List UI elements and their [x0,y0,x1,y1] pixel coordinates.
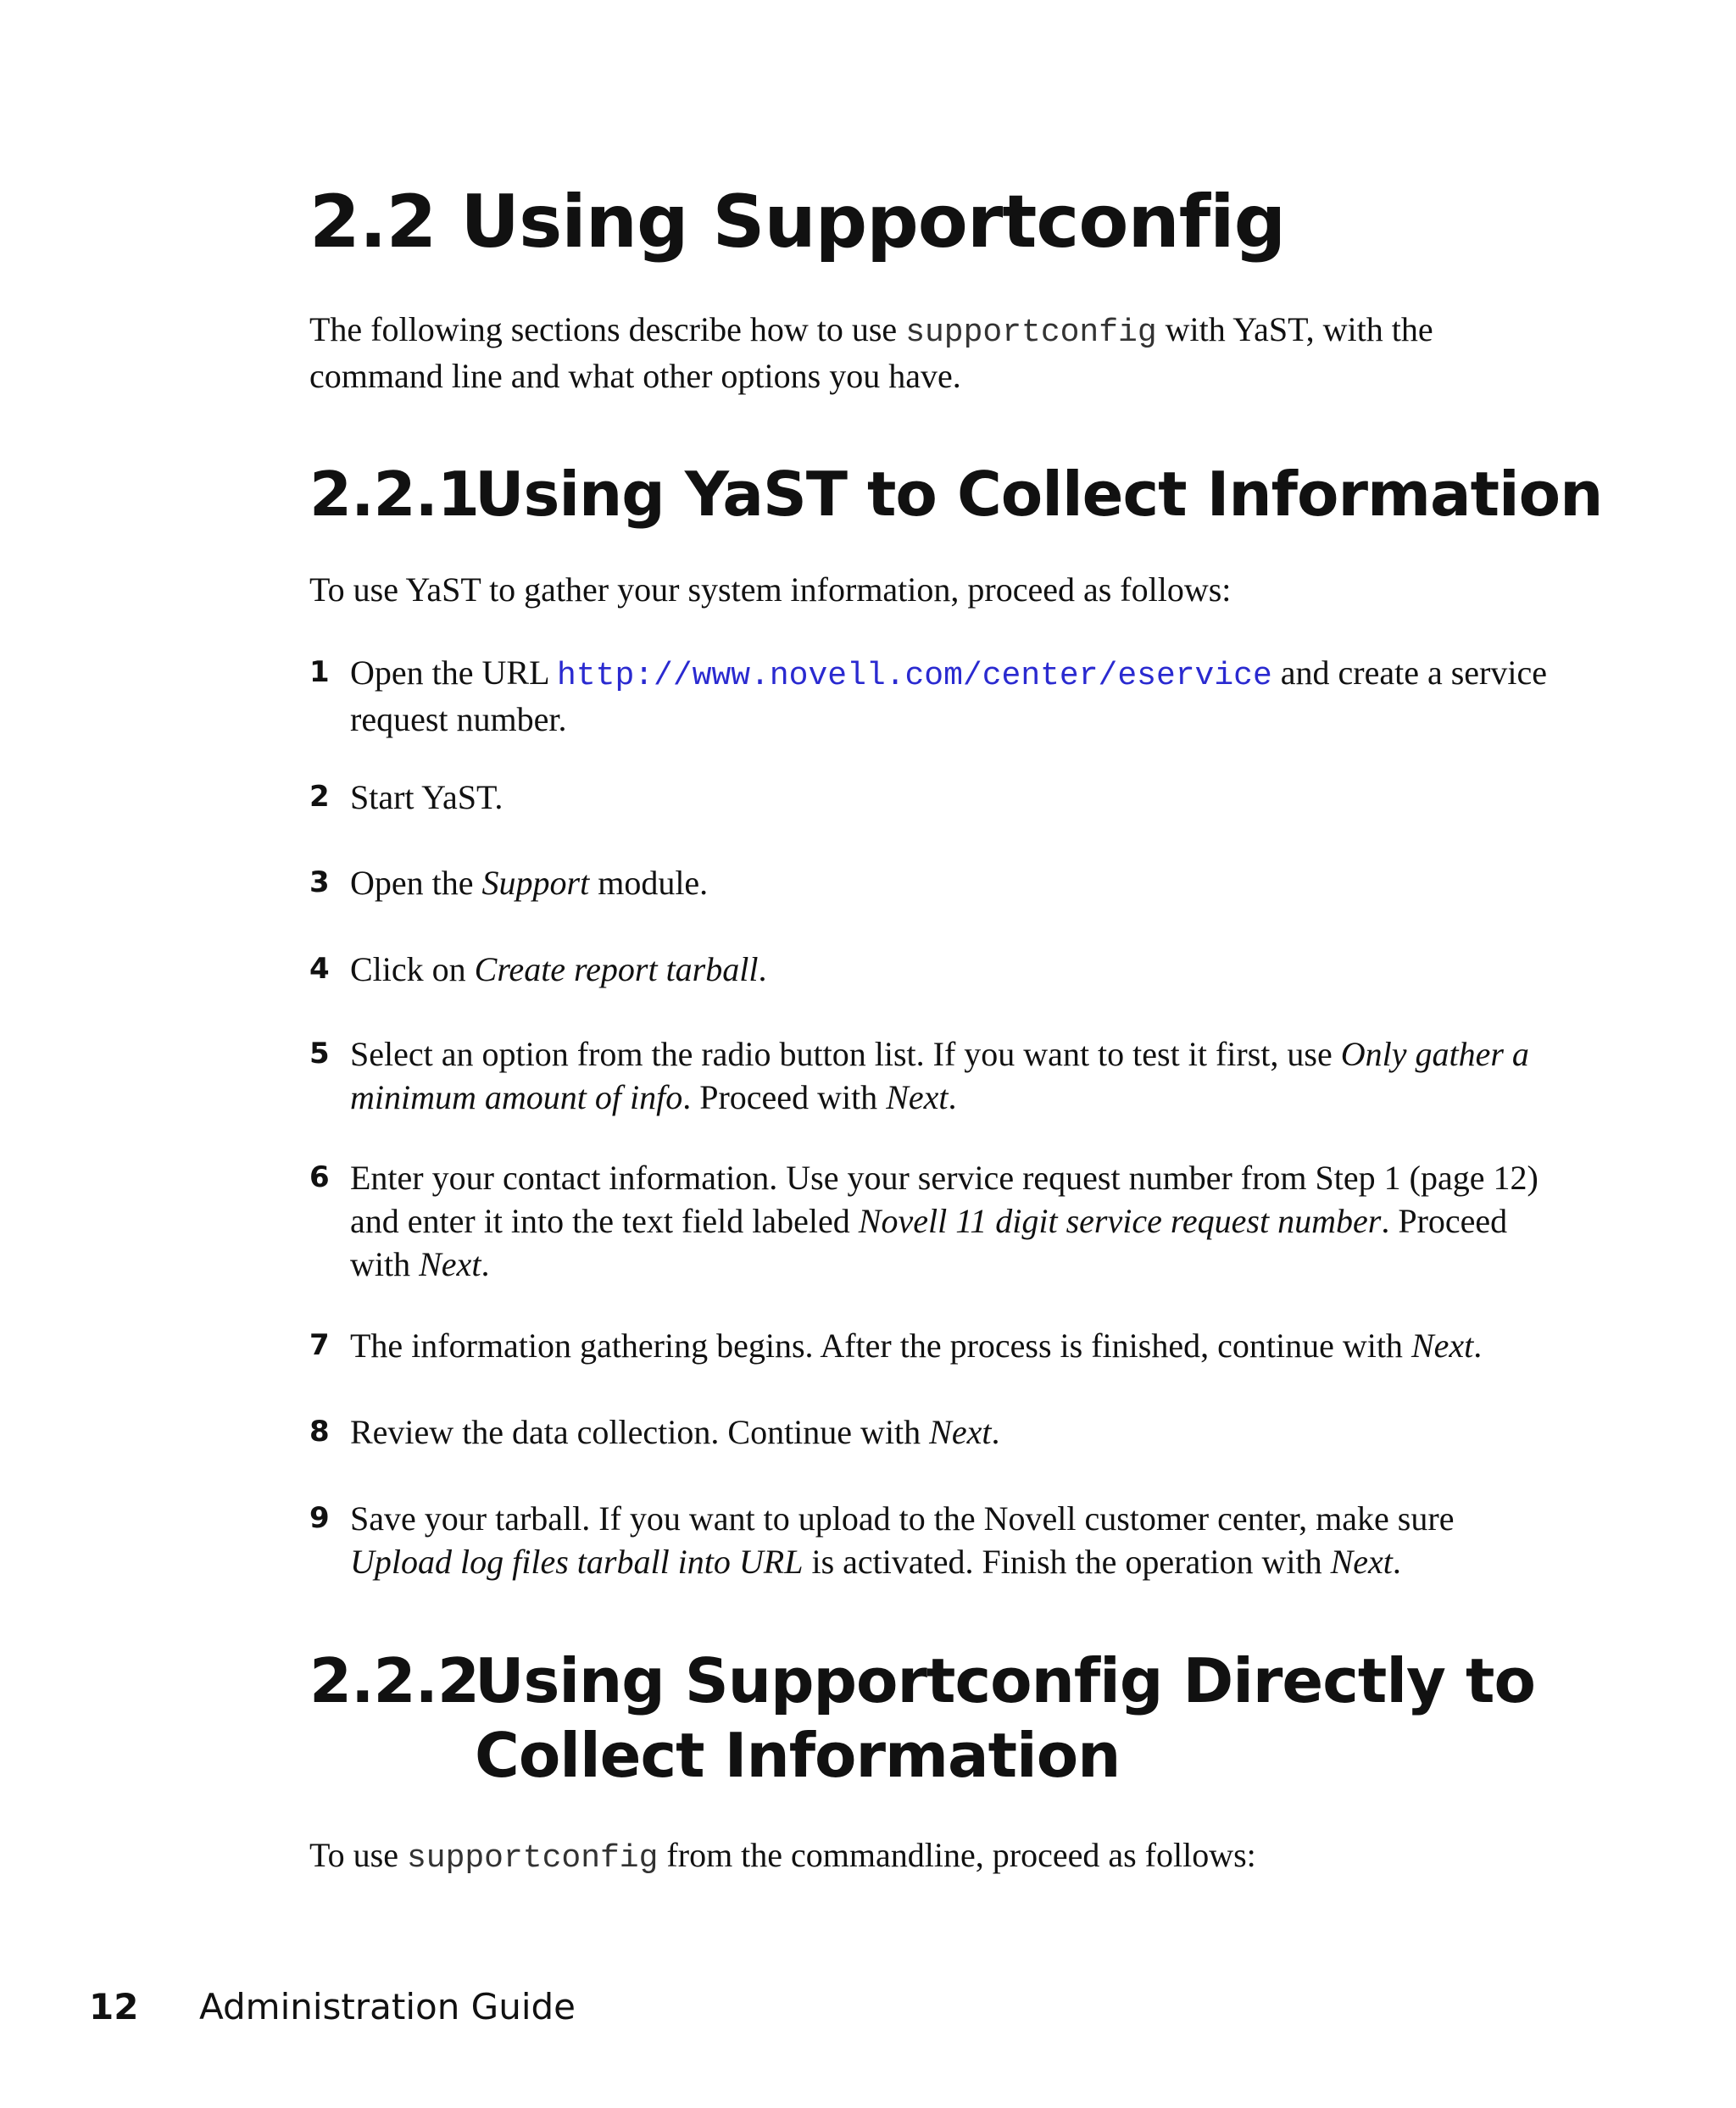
step-text [350,1410,1564,1454]
step-text-emphasis: Upload log files tarball into URL [350,1543,804,1581]
section-intro [309,308,1564,398]
book-title: Administration Guide [199,1986,576,2027]
step-text-part: . [991,1413,1000,1451]
step-item-1 [309,651,1564,741]
step-text [350,1156,1564,1286]
step-number: 7 [309,1328,330,1362]
step-text-part: and create a service request number. [350,654,1547,738]
step-text-emphasis: Next [1330,1543,1393,1581]
step-text-part: Review the data collection. Continue with [350,1413,930,1451]
intro-code: supportconfig [905,314,1157,351]
step-text-part: . Proceed with [682,1078,887,1116]
subsection-title-2 [309,1644,1535,1793]
subsection-number-2: 2.2.2 [309,1645,479,1716]
step-text-emphasis: Create report tarball [474,950,759,988]
step-number: 6 [309,1160,330,1194]
step-text [350,948,1564,991]
step-text-part: module. [589,864,709,902]
page-number: 12 [89,1986,139,2027]
step-text [350,1032,1564,1119]
step-text-emphasis: Support [481,864,590,902]
step-text-part: . [481,1245,490,1283]
step-number: 3 [309,865,330,899]
step-text-part: Enter your contact information. Use your service request number from Step 1 (page 12) and enter it into the text field labeled [350,1159,1538,1240]
step-text [350,651,1564,741]
step-number: 4 [309,952,330,986]
step-text-part: Open the URL [350,654,558,692]
step-item-4 [309,948,1564,991]
step-text [350,1497,1564,1583]
step-number: 9 [309,1501,330,1535]
step-text: Start YaST. [350,778,504,816]
step-item-6 [309,1156,1564,1286]
step-text-part: is activated. Finish the operation with [803,1543,1331,1581]
step-item-2 [309,776,1564,819]
subsection-heading-1: Using YaST to Collect Information [475,459,1603,530]
step-text-emphasis: Novell 11 digit service request number [858,1202,1382,1240]
step-text-part: Select an option from the radio button list. If you want to test it first, use [350,1035,1341,1073]
subsection-intro-1: To use YaST to gather your system information, proceed as follows: [309,570,1232,609]
step-item-8 [309,1410,1564,1454]
intro-text: To use [309,1836,407,1874]
step-text-part: . [758,950,767,988]
intro-text-end: with YaST, with the command line and what other options you have. [309,310,1433,395]
step-text-emphasis: Next [929,1413,992,1451]
step-text-emphasis: Next [1410,1327,1474,1365]
step-text-part: The information gathering begins. After the process is finished, continue with [350,1327,1411,1365]
subsection-intro-2 [309,1833,1564,1880]
step-text-part: . [1473,1327,1483,1365]
intro-text: The following sections describe how to use [309,310,906,348]
step-text-part: Save your tarball. If you want to upload to the Novell customer center, make sure [350,1499,1455,1538]
step-text-emphasis: Next [419,1245,481,1283]
step-number: 8 [309,1415,330,1449]
step-text [350,1324,1564,1367]
step-text-part: Click on [350,950,475,988]
intro-text-end: from the commandline, proceed as follows: [658,1836,1256,1874]
step-item-3 [309,861,1564,904]
step-text-emphasis: Only gather a minimum amount of info [350,1035,1529,1116]
step-item-7 [309,1324,1564,1367]
step-text [350,861,1564,904]
eservice-link[interactable]: http://www.novell.com/center/eservice [557,658,1272,694]
step-item-9 [309,1497,1564,1583]
step-number: 1 [309,655,330,689]
subsection-title-1 [309,457,1602,531]
step-number: 5 [309,1037,330,1071]
subsection-number-1: 2.2.1 [309,459,479,530]
step-text-part: . [948,1078,957,1116]
subsection-heading-2-line1: Using Supportconfig Directly to [475,1645,1535,1716]
step-item-5 [309,1032,1564,1119]
page-footer [89,1983,576,2031]
subsection-heading-2-line2: Collect Information [475,1720,1121,1791]
intro-code: supportconfig [406,1840,659,1877]
step-text-part: . Proceed with [350,1202,1508,1283]
step-text-part: . [1392,1543,1401,1581]
step-text-part: Open the [350,864,482,902]
step-text-emphasis: Next [886,1078,949,1116]
step-number: 2 [309,780,330,814]
section-title: 2.2 Using Supportconfig [309,180,1286,264]
